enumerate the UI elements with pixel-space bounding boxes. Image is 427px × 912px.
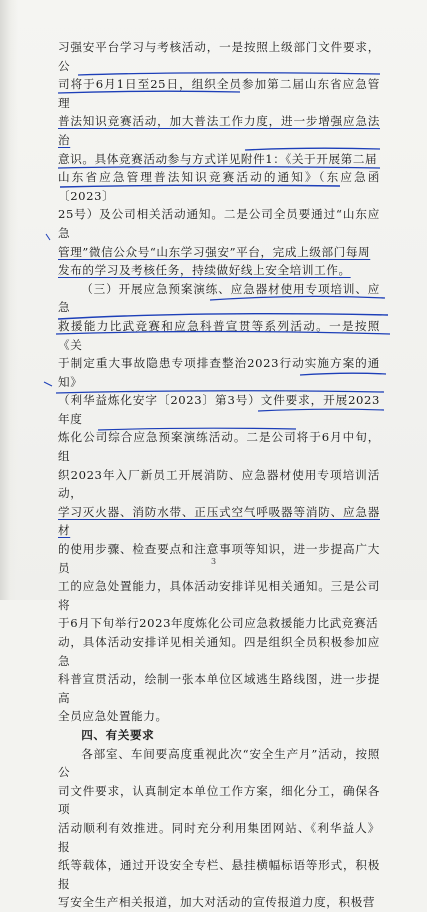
text-line: 于6月下旬举行2023年度炼化公司应急救援能力比武竞赛活 [58,616,379,631]
text-line: 于制定重大事故隐患专项排查整治2023行动实施方案的通知》 [58,356,380,389]
document-body [58,38,380,912]
text-line: 学习灭火器、消防水带、正压式空气呼吸器等消防、应急器材 [58,504,380,538]
page-number: 3 [210,557,217,566]
text-line: 写安全生产相关报道，加大对活动的宣传报道力度，积极营 [58,895,376,910]
section-heading: 四、有关要求 [81,727,155,742]
text-line: 司将于6月1日至25日，组织全员参加第二届山东省应急管理 [58,77,380,110]
text-line: 工的应急处置能力，具体活动安排详见相关通知。三是公司将 [58,579,380,612]
text-line: 纸等载体，通过开设安全专栏、悬挂横幅标语等形式，积极报 [58,858,380,891]
text-line: 织2023年入厂新员工开展消防、应急器材使用专项培训活动， [58,467,380,501]
text-line: 的使用步骤、检查要点和注意事项等知识，进一步提高广大员 [58,542,380,575]
text-line: 科普宣贯活动，绘制一张本单位区域逃生路线图，进一步提高 [58,672,380,705]
text-line: 习强安平台学习与考核活动，一是按照上级部门文件要求，公 [58,40,380,73]
text-line: 炼化公司综合应急预案演练活动。二是公司将于6月中旬，组 [58,430,380,464]
scan-shadow [0,0,18,600]
text-line: 山东省应急管理普法知识竞赛活动的通知》（东应急函〔2023〕 [58,170,380,203]
text-line: 管理”微信公众号“山东学习强安”平台，完成上级部门每周 [58,244,371,259]
text-line: 发布的学习及考核任务，持续做好线上安全培训工作。 [58,263,351,278]
text-line: 救援能力比武竞赛和应急科普宣贯等系列活动。一是按照《关 [58,318,380,352]
text-line: 活动顺利有效推进。同时充分利用集团网站、《利华益人》报 [58,820,380,854]
text-line: 动，具体活动安排详见相关通知。四是组织全员积极参加应急 [58,635,380,668]
pen-tick [44,382,52,386]
text-line: 25号）及公司相关活动通知。二是公司全员要通过“山东应急 [58,207,380,240]
text-line: 普法知识竞赛活动，加大普法工作力度，进一步增强应急法治 [58,114,380,147]
text-line: （利华益炼化安字〔2023〕第3号）文件要求，开展2023年度 [58,393,380,426]
text-line: 意识。具体竞赛活动参与方式详见附件1：《关于开展第二届 [58,151,378,166]
section3-first-line: （三）开展应急预案演练、应急器材使用专项培训、应急 [58,281,380,315]
pen-tick [46,234,50,240]
text-line: 司文件要求，认真制定本单位工作方案，细化分工，确保各项 [58,783,380,817]
section4-first-line: 各部室、车间要高度重视此次“安全生产月”活动，按照公 [58,746,380,780]
text-line: 全员应急处置能力。 [58,709,168,724]
